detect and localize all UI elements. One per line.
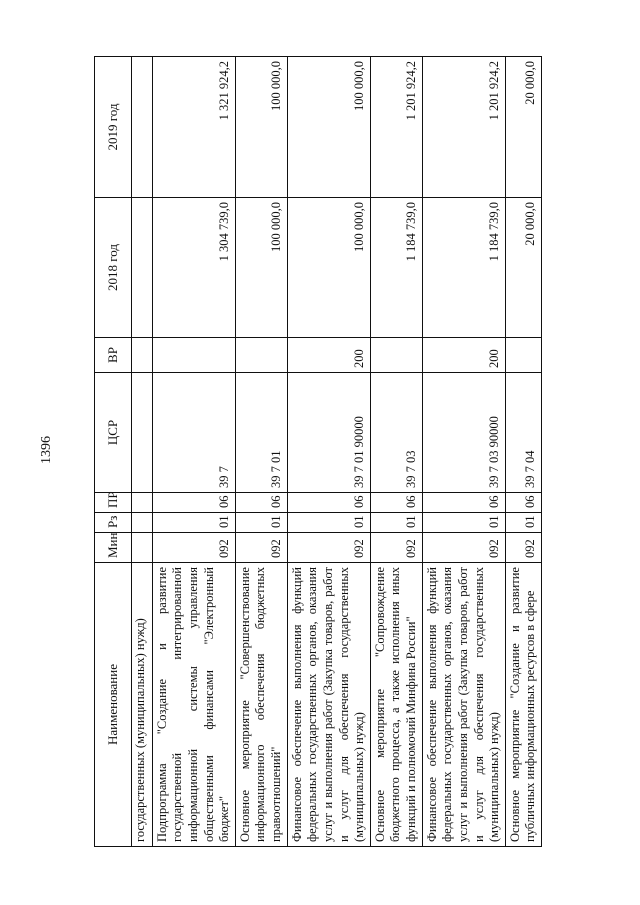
table-header-row <box>95 57 132 847</box>
row-pr <box>132 493 153 513</box>
row-2019: 100 000,0 <box>287 57 370 198</box>
row-csr <box>132 373 153 493</box>
row-2019: 1 201 924,2 <box>370 57 422 198</box>
row-name: Финансовое обеспечение выполнения функций федеральных государственных органов, оказания услуг и выполнения работ (Закупка товаров, работ и услуг для обеспечения государственных (муниципальных) нужд) <box>287 563 370 847</box>
row-rz: 01 <box>370 513 422 533</box>
header-vr: ВР <box>95 338 132 373</box>
row-csr: 39 7 01 <box>235 373 287 493</box>
row-csr: 39 7 03 <box>370 373 422 493</box>
row-2019 <box>132 57 153 198</box>
row-2018: 1 184 739,0 <box>370 198 422 338</box>
row-rz <box>132 513 153 533</box>
row-name: Финансовое обеспечение выполнения функций федеральных государственных органов, оказания услуг и выполнения работ (Закупка товаров, работ и услуг для обеспечения государственных (муниципальных) нужд) <box>422 563 505 847</box>
row-name: Основное мероприятие "Сопровождение бюджетного процесса, а также исполнения иных функций и полномочий Минфина России" <box>370 563 422 847</box>
row-2018: 100 000,0 <box>287 198 370 338</box>
table-row <box>152 57 235 847</box>
row-vr <box>370 338 422 373</box>
row-csr: 39 7 03 90000 <box>422 373 505 493</box>
row-2018 <box>132 198 153 338</box>
page-number: 1396 <box>39 436 54 464</box>
table-row <box>370 57 422 847</box>
row-name: Основное мероприятие "Совершенствование информационного обеспечения бюджетных правоотношений" <box>235 563 287 847</box>
row-min <box>132 533 153 563</box>
header-rz: Рз <box>95 513 132 533</box>
row-2018: 100 000,0 <box>235 198 287 338</box>
header-csr: ЦСР <box>95 373 132 493</box>
table-row <box>132 57 153 847</box>
row-pr: 06 <box>505 493 541 513</box>
row-csr: 39 7 04 <box>505 373 541 493</box>
table-row <box>235 57 287 847</box>
row-pr: 06 <box>422 493 505 513</box>
table-row <box>505 57 541 847</box>
row-2019: 100 000,0 <box>235 57 287 198</box>
row-rz: 01 <box>152 513 235 533</box>
row-rz: 01 <box>235 513 287 533</box>
row-2018: 20 000,0 <box>505 198 541 338</box>
header-2019: 2019 год <box>95 57 132 198</box>
row-csr: 39 7 01 90000 <box>287 373 370 493</box>
row-2018: 1 184 739,0 <box>422 198 505 338</box>
row-min: 092 <box>152 533 235 563</box>
row-pr: 06 <box>152 493 235 513</box>
row-pr: 06 <box>235 493 287 513</box>
row-rz: 01 <box>505 513 541 533</box>
row-name: Подпрограмма "Создание и развитие государственной интегрированной информационной системы управления общественными финансами "Электронный бюджет" <box>152 563 235 847</box>
header-name: Наименование <box>95 563 132 847</box>
row-min: 092 <box>287 533 370 563</box>
row-name: государственных (муниципальных) нужд) <box>132 563 153 847</box>
rotated-page-area <box>94 57 594 847</box>
row-2019: 1 201 924,2 <box>422 57 505 198</box>
row-vr <box>235 338 287 373</box>
row-vr <box>132 338 153 373</box>
row-vr <box>505 338 541 373</box>
row-min: 092 <box>370 533 422 563</box>
row-vr: 200 <box>422 338 505 373</box>
row-rz: 01 <box>287 513 370 533</box>
row-pr: 06 <box>370 493 422 513</box>
row-pr: 06 <box>287 493 370 513</box>
row-rz: 01 <box>422 513 505 533</box>
table-row <box>287 57 370 847</box>
row-csr: 39 7 <box>152 373 235 493</box>
rotated-content <box>94 57 594 847</box>
budget-table <box>94 56 542 847</box>
header-2018: 2018 год <box>95 198 132 338</box>
row-2019: 1 321 924,2 <box>152 57 235 198</box>
row-min: 092 <box>235 533 287 563</box>
header-min: Мин <box>95 533 132 563</box>
table-row <box>422 57 505 847</box>
row-vr: 200 <box>287 338 370 373</box>
row-vr <box>152 338 235 373</box>
header-pr: ПР <box>95 493 132 513</box>
row-2018: 1 304 739,0 <box>152 198 235 338</box>
row-2019: 20 000,0 <box>505 57 541 198</box>
row-min: 092 <box>505 533 541 563</box>
row-name: Основное мероприятие "Создание и развитие публичных информационных ресурсов в сфере <box>505 563 541 847</box>
row-min: 092 <box>422 533 505 563</box>
